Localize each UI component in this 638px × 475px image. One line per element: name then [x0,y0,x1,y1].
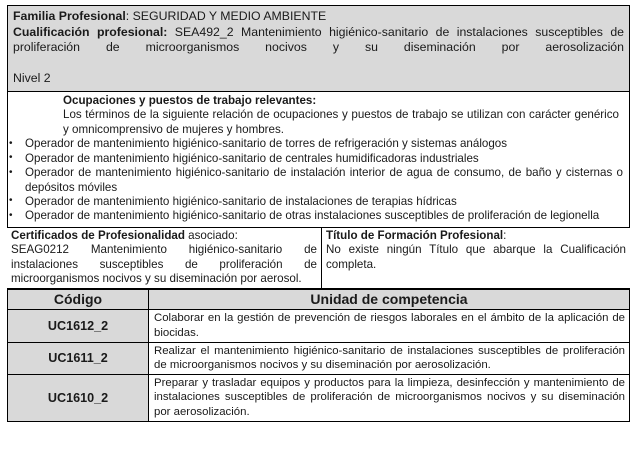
certificates-heading [11,229,317,243]
table-row [7,228,630,289]
cualificacion-profesional-value: SEA492_2 Mantenimiento higiénico-sanitario de instalaciones susceptibles de proliferación de microorganismos nocivos y su diseminación por aerosolización [13,24,624,55]
list-item: • Operador de mantenimiento higiénico-sanitario de otras instalaciones susceptibles de proliferación de legionella [8,209,623,223]
qualification-header-box [7,5,630,92]
competence-units-table [7,289,630,421]
table-header-row [8,290,630,310]
list-item: • Operador de mantenimiento higiénico-sanitario de centrales humidificadoras industriales [8,152,623,166]
qualification-document [7,5,630,422]
uc-unit-cell: Colaborar en la gestión de prevención de riesgos laborales en el ámbito de la aplicación de biocidas. [149,310,630,342]
column-header-codigo: Código [8,290,149,310]
table-row [8,375,630,422]
titulo-fp-heading-label: Título de Formación Profesional [326,228,504,242]
familia-profesional-label: Familia Profesional [13,9,126,23]
cualificacion-profesional-separator: : [163,24,175,39]
occupations-title: Ocupaciones y puestos de trabajo relevantes: [63,93,317,107]
occupations-list [8,137,623,223]
column-header-unidad: Unidad de competencia [149,290,630,310]
certificates-heading-rest: asociado: [184,228,238,242]
titulo-fp-heading-rest: : [503,228,507,242]
nivel-line: Nivel 2 [13,71,51,86]
table-row [8,342,630,374]
uc-unit-cell: Preparar y trasladar equipos y productos para la limpieza, desinfección y mantenimiento de instalaciones susceptibles de proliferación de microorganismos nocivos y su diseminación por aerosolización. [149,375,630,422]
cualificacion-profesional-line [13,25,624,72]
familia-profesional-value: SEGURIDAD Y MEDIO AMBIENTE [132,9,327,23]
occupations-intro: Los términos de la siguiente relación de ocupaciones y puestos de trabajo se utilizan con carácter genérico y omnicomprensivo de mujeres y hombres. [63,108,619,136]
certificates-table [7,228,630,290]
uc-unit-cell: Realizar el mantenimiento higiénico-sanitario de instalaciones susceptibles de proliferación de microorganismos nocivos y su diseminación por aerosolización. [149,342,630,374]
occupations-inner [63,94,619,137]
uc-code-cell: UC1612_2 [8,310,149,342]
uc-code-cell: UC1611_2 [8,342,149,374]
table-row [8,310,630,342]
familia-profesional-line [13,9,624,25]
certificates-cell [7,228,322,289]
titulo-fp-body: No existe ningún Título que abarque la Cualificación completa. [326,243,626,271]
occupations-box [7,92,630,228]
list-item: • Operador de mantenimiento higiénico-sanitario de torres de refrigeración y sistemas análogos [8,137,623,151]
titulo-fp-heading [326,229,626,243]
titulo-fp-cell [322,228,631,289]
certificates-body: SEAG0212 Mantenimiento higiénico-sanitario de instalaciones susceptibles de proliferación de microorganismos nocivos y su diseminación por aerosol. [11,243,317,285]
list-item: • Operador de mantenimiento higiénico-sanitario de instalación interior de agua de consumo, de baño y cisternas o depósitos móviles [8,166,623,195]
cualificacion-profesional-label: Cualificación profesional [13,24,164,39]
familia-profesional-separator: : [125,9,133,23]
uc-code-cell: UC1610_2 [8,375,149,422]
certificates-heading-label: Certificados de Profesionalidad [11,228,185,242]
list-item: • Operador de mantenimiento higiénico-sanitario de instalaciones de terapias hídricas [8,195,623,209]
